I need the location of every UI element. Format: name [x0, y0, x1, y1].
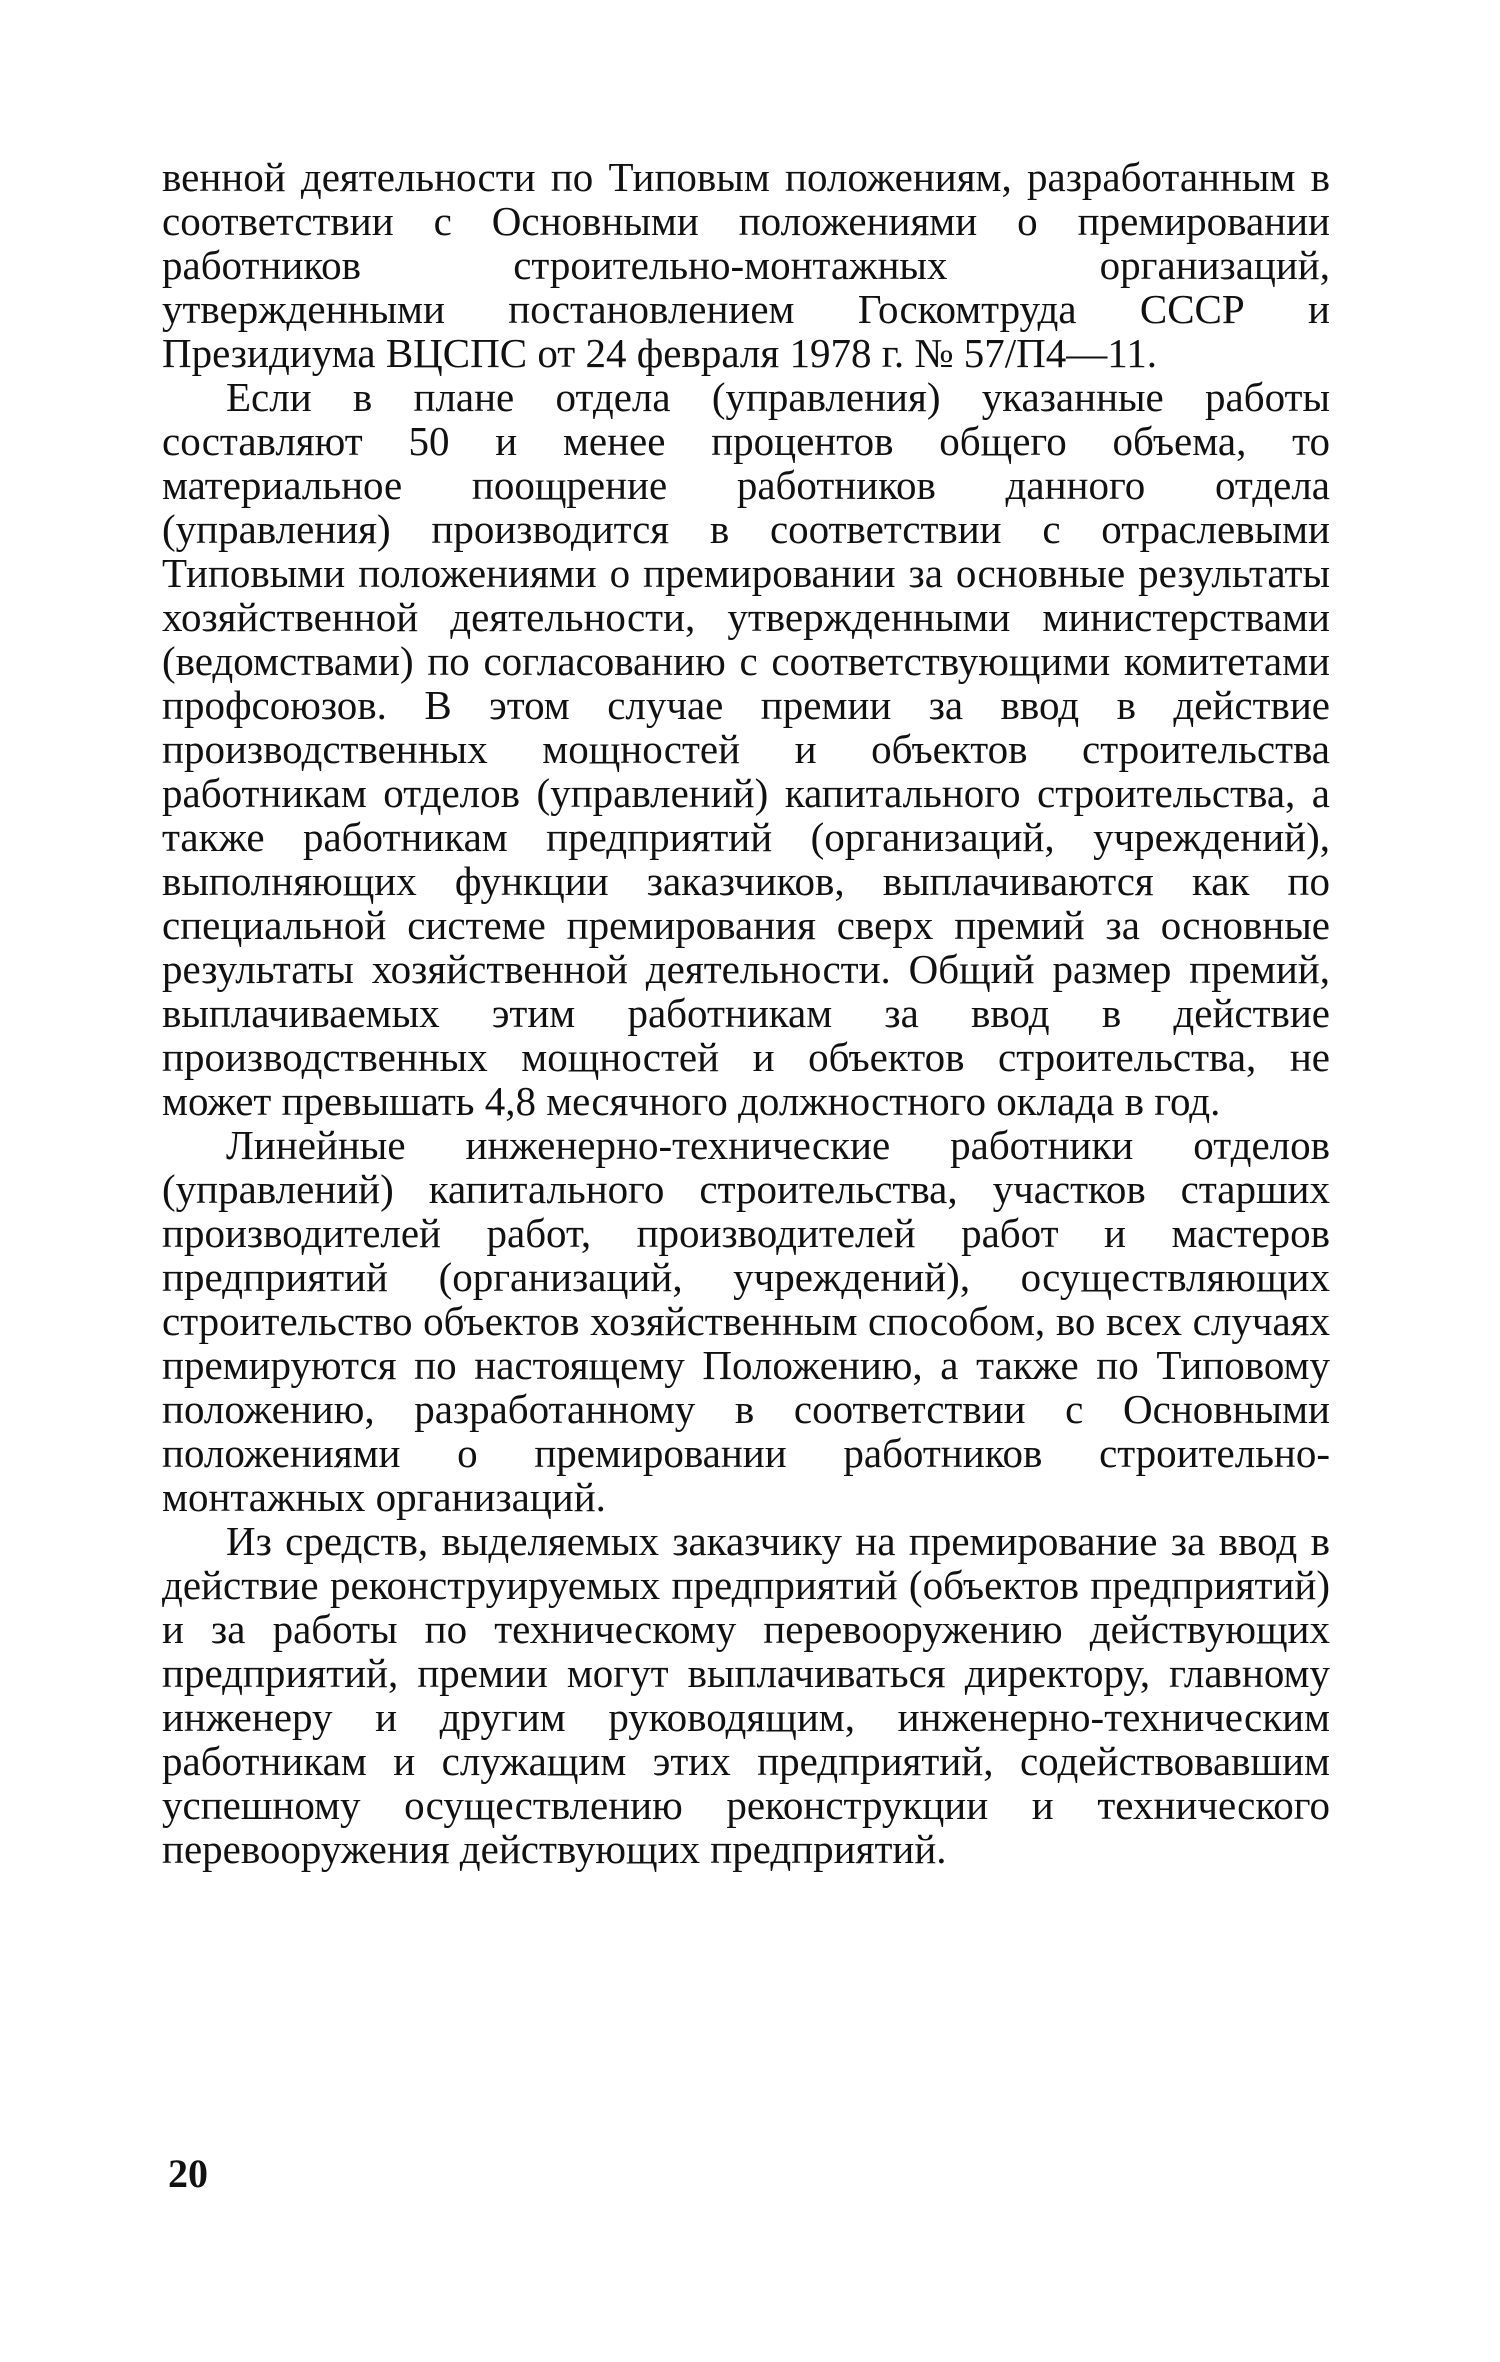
paragraph-customer-funds: Из средств, выделяемых заказчику на премирование за ввод в действие реконструируемых предприятий (объектов предприятий) и за работы по техническому перевооружению действующих предприятий, премии могут выплачиваться директору, главному инженеру и другим руководящим, инженерно-техническим работникам и служащим этих предприятий, содействовавшим успешному осуществлению реконструкции и технического перевооружения действующих предприятий.: [162, 1518, 1330, 1872]
body-text: [162, 155, 1330, 1871]
paragraph-linear-engineers: Линейные инженерно-технические работники отделов (управлений) капитального строительства, участков старших производителей работ, производителей работ и мастеров предприятий (организаций, учреждений), осуществляющих строительство объектов хозяйственным способом, во всех случаях премируются по настоящему Положению, а также по Типовому положению, разработанному в соответствии с Основными положениями о премировании работников строительно-монтажных организаций.: [162, 1122, 1330, 1520]
paragraph-continuation: венной деятельности по Типовым положениям, разработанным в соответствии с Основными положениями о премировании работников строительно-монтажных организаций, утвержденными постановлением Госкомтруда СССР и Президиума ВЦСПС от 24 февраля 1978 г. № 57/П4—11.: [162, 154, 1330, 376]
paragraph-department-plan: Если в плане отдела (управления) указанные работы составляют 50 и менее процентов общего объема, то материальное поощрение работников данного отдела (управления) производится в соответствии с отраслевыми Типовыми положениями о премировании за основные результаты хозяйственной деятельности, утвержденными министерствами (ведомствами) по согласованию с соответствующими комитетами профсоюзов. В этом случае премии за ввод в действие производственных мощностей и объектов строительства работникам отделов (управлений) капитального строительства, а также работникам предприятий (организаций, учреждений), выполняющих функции заказчиков, выплачиваются как по специальной системе премирования сверх премий за основные результаты хозяйственной деятельности. Общий размер премий, выплачиваемых этим работникам за ввод в действие производственных мощностей и объектов строительства, не может превышать 4,8 месячного должностного оклада в год.: [162, 374, 1330, 1124]
page-number: 20: [168, 2151, 208, 2196]
